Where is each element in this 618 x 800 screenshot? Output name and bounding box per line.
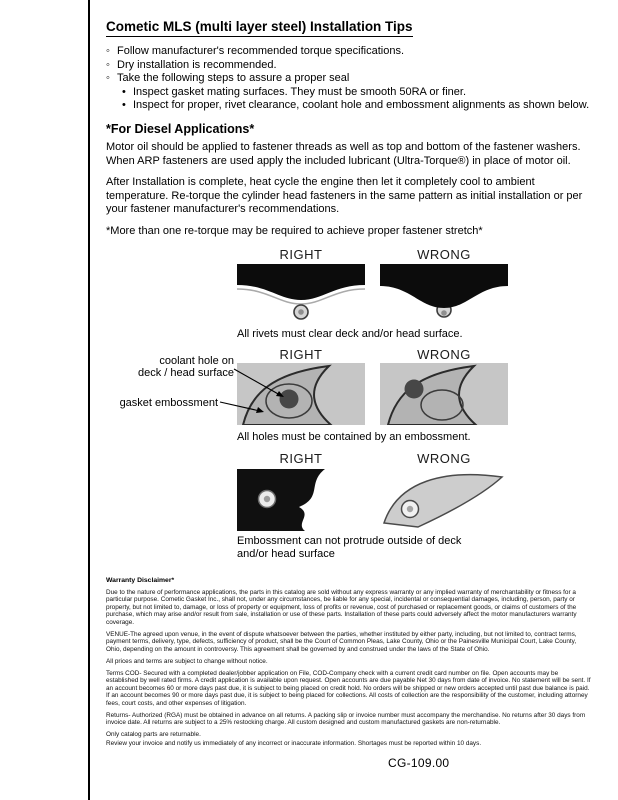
dot-bullet-icon: •: [122, 99, 126, 112]
wrong-label-row1: WRONG: [417, 246, 471, 262]
wrong-label-row3: WRONG: [417, 450, 471, 466]
embossment-right-diagram: [237, 363, 365, 425]
right-label-row3: RIGHT: [279, 450, 323, 466]
right-label-row2: RIGHT: [279, 346, 323, 362]
tip-text: Inspect for proper, rivet clearance, coolant hole and embossment alignments as shown below.: [133, 99, 590, 112]
coolant-hole-label-line2: deck / head surface: [137, 367, 234, 380]
warranty-heading: Warranty Disclaimer*: [106, 576, 175, 584]
protrusion-caption: Embossment can not protrude outside of deck and/or head surface: [237, 534, 462, 560]
tip-text: Dry installation is recommended.: [117, 58, 277, 71]
warranty-section: [106, 577, 592, 748]
wrong-label-row2: WRONG: [417, 346, 471, 362]
dot-bullet-icon: •: [122, 85, 126, 98]
page-left-border: [88, 0, 90, 800]
warranty-paragraph: Review your invoice and notify us immediately of any incorrect or inaccurate information. Shortages must be reported within 10 days.: [106, 739, 482, 747]
tip-item: [106, 72, 598, 86]
rivet-wrong-diagram: [380, 264, 508, 324]
tip-item: [106, 59, 598, 73]
tip-text: Follow manufacturer's recommended torque specifications.: [117, 45, 405, 57]
content-column: [106, 18, 598, 752]
diagram-section: [106, 247, 598, 563]
diesel-paragraph-1: Motor oil should be applied to fastener threads as well as top and bottom of the fastener washers. When ARP fasteners are used apply the included lubricant (Ultra-Torque®) in place of motor oil.: [106, 140, 581, 167]
diesel-paragraph-2: After Installation is complete, heat cycle the engine then let it completely cool to ambient temperature. Re-torque the cylinder head fasteners in the same pattern as initial installation or per your fastener manufacturer's recommendations.: [106, 176, 583, 216]
warranty-paragraph: VENUE-The agreed upon venue, in the event of dispute whatsoever between the parties, whether instituted by either party, including, but not limited to, contract terms, payment terms, delivery, type, defects, sufficiency of product, shall be the Court of Common Pleas, Lake County, Ohio or the Painesville Municipal Court, Lake County, Ohio, depending on the amount in controversy. This agreement shall be governed by and construed under the laws of the State of Ohio.: [106, 630, 577, 653]
tip-text: Inspect gasket mating surfaces. They must be smooth 50RA or finer.: [133, 85, 467, 98]
rivet-caption: All rivets must clear deck and/or head surface.: [237, 327, 463, 340]
warranty-paragraph: Terms COD- Secured with a completed dealer/jobber application on File, COD-Company check with a current credit card number on file. Open accounts may be established by well rated firms. A credit application is available upon request. Open accounts are due payable Net 30 days from date of invoice. No statement will be sent. If an account becomes 60 or more days past due, it is subject to being placed on credit hold. No orders will be shipped or new orders accepted until past due balance is paid. If an account becomes 90 or more days past due, it is subject to being placed for collections. All costs of collection are the responsibility of the customer, including attorney fees, court costs, and other expenses of litigation.: [106, 669, 591, 707]
gasket-embossment-label: gasket embossment: [119, 396, 218, 409]
embossment-caption: All holes must be contained by an embossment.: [237, 430, 471, 443]
open-bullet-icon: ◦: [106, 72, 110, 85]
protrusion-wrong-diagram: [380, 467, 508, 531]
warranty-paragraph: Only catalog parts are returnable.: [106, 731, 201, 739]
warranty-paragraph: Returns- Authorized (RGA) must be obtained in advance on all returns. A packing slip or invoice number must accompany the merchandise. No returns after 30 days from invoice date. All returns are subject to a 25% restocking charge. All custom designed and custom manufactured gaskets are non-returnable.: [106, 711, 586, 727]
open-bullet-icon: ◦: [106, 45, 110, 57]
page-title: Cometic MLS (multi layer steel) Installation Tips: [106, 19, 413, 37]
open-bullet-icon: ◦: [106, 58, 110, 71]
warranty-paragraph: Due to the nature of performance applications, the parts in this catalog are sold without any express warranty or any implied warranty of merchantability or fitness for a particular purpose. Cometic Gasket Inc., shall not, under any circumstances, be liable for any special, incidental or consequential damages, including, person, party or property, but not limited to, damage, or loss of property or equipment, loss of profits or revenue, cost of purchased or replacement goods, or claims of customers of the purchase, which may arise and/or result from sale, installation or use of these parts. Installation of these parts could adversely affect the motor manufacturers warranty coverage.: [106, 588, 577, 626]
tip-sub-item: [106, 86, 598, 100]
page-number: CG-109.00: [388, 756, 450, 770]
warranty-paragraph: All prices and terms are subject to change without notice.: [106, 657, 268, 665]
diesel-applications-heading: *For Diesel Applications*: [106, 121, 255, 136]
tip-sub-item: [106, 99, 598, 113]
protrusion-right-diagram: [237, 467, 365, 531]
right-label-row1: RIGHT: [279, 246, 323, 262]
rivet-right-diagram: [237, 264, 365, 324]
tip-item: [106, 45, 598, 59]
coolant-hole-label: [132, 355, 234, 380]
retorque-note: *More than one re-torque may be required to achieve proper fastener stretch*: [106, 224, 483, 237]
coolant-hole-label-line1: coolant hole on: [159, 354, 234, 367]
tip-text: Take the following steps to assure a proper seal: [117, 72, 350, 85]
tips-list: [106, 45, 598, 113]
embossment-wrong-diagram: [380, 363, 508, 425]
